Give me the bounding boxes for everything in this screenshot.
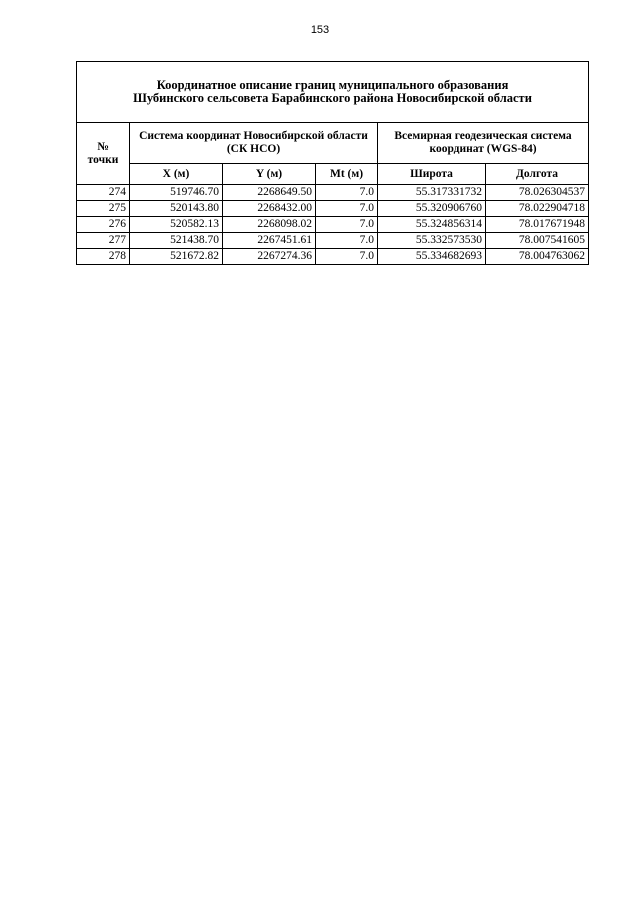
y-column-header: Y (м) [223, 164, 316, 185]
table-row [77, 233, 589, 249]
table-row [77, 249, 589, 265]
table-title [77, 62, 589, 123]
point-number-header-line-1: № [97, 140, 109, 153]
point-number-cell: 277 [77, 233, 130, 249]
longitude-cell: 78.026304537 [486, 185, 589, 201]
longitude-cell: 78.017671948 [486, 217, 589, 233]
table-row [77, 201, 589, 217]
page-number: 153 [310, 24, 330, 36]
x-column-header: X (м) [130, 164, 223, 185]
longitude-cell: 78.022904718 [486, 201, 589, 217]
table-row [77, 217, 589, 233]
point-number-cell: 276 [77, 217, 130, 233]
local-system-header: Система координат Новосибирской области (СК НСО) [130, 123, 378, 164]
mt-cell: 7.0 [316, 201, 378, 217]
table-row [77, 185, 589, 201]
table-title-row [77, 62, 589, 123]
x-cell: 520582.13 [130, 217, 223, 233]
mt-cell: 7.0 [316, 233, 378, 249]
latitude-cell: 55.317331732 [378, 185, 486, 201]
longitude-cell: 78.007541605 [486, 233, 589, 249]
table-title-line-1: Координатное описание границ муниципального образования [156, 78, 509, 92]
y-cell: 2268649.50 [223, 185, 316, 201]
mt-column-header: Mt (м) [316, 164, 378, 185]
point-number-cell: 278 [77, 249, 130, 265]
point-number-cell: 274 [77, 185, 130, 201]
y-cell: 2267451.61 [223, 233, 316, 249]
coordinates-table [76, 61, 589, 265]
latitude-cell: 55.332573530 [378, 233, 486, 249]
group-header-row [77, 123, 589, 164]
x-cell: 521438.70 [130, 233, 223, 249]
latitude-cell: 55.324856314 [378, 217, 486, 233]
latitude-cell: 55.334682693 [378, 249, 486, 265]
y-cell: 2268432.00 [223, 201, 316, 217]
point-number-cell: 275 [77, 201, 130, 217]
longitude-column-header: Долгота [486, 164, 589, 185]
mt-cell: 7.0 [316, 217, 378, 233]
mt-cell: 7.0 [316, 185, 378, 201]
x-cell: 521672.82 [130, 249, 223, 265]
table-title-line-2: Шубинского сельсовета Барабинского района Новосибирской области [133, 91, 532, 105]
x-cell: 520143.80 [130, 201, 223, 217]
point-number-header-line-2: точки [87, 153, 119, 166]
world-system-header: Всемирная геодезическая система координат (WGS-84) [378, 123, 589, 164]
latitude-cell: 55.320906760 [378, 201, 486, 217]
longitude-cell: 78.004763062 [486, 249, 589, 265]
x-cell: 519746.70 [130, 185, 223, 201]
y-cell: 2267274.36 [223, 249, 316, 265]
point-number-header [77, 123, 130, 185]
latitude-column-header: Широта [378, 164, 486, 185]
y-cell: 2268098.02 [223, 217, 316, 233]
mt-cell: 7.0 [316, 249, 378, 265]
column-header-row [77, 164, 589, 185]
